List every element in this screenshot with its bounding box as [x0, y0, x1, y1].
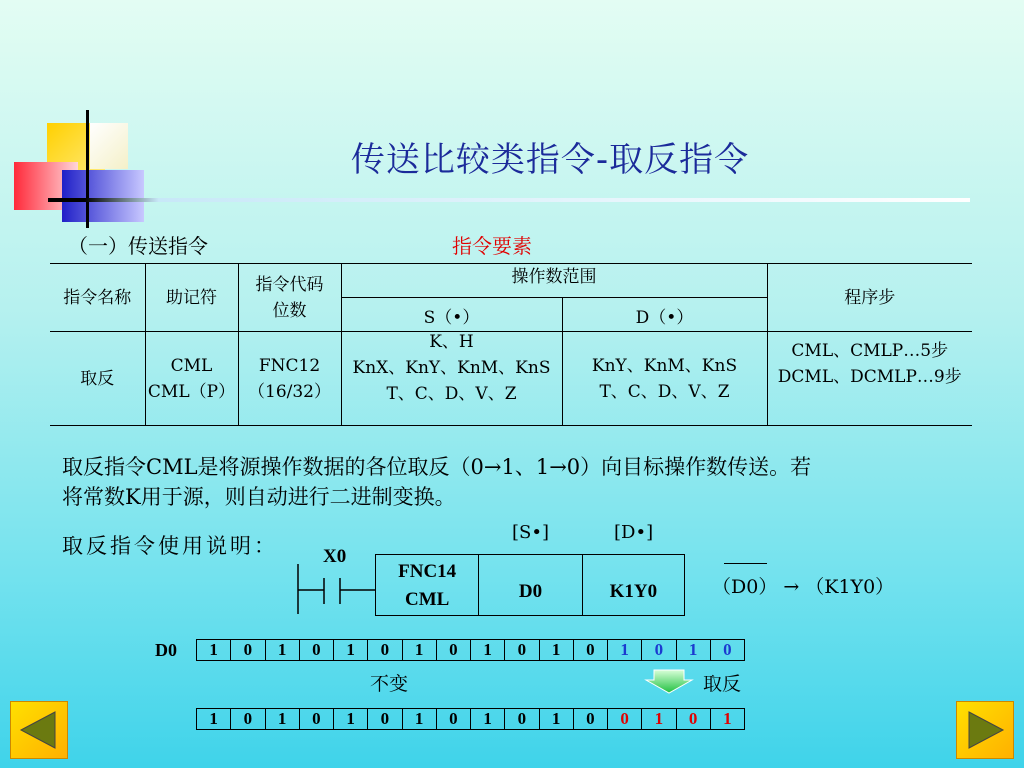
- bit-cell: 0: [230, 708, 265, 730]
- cell-d-line1: KnY、KnM、KnS: [591, 355, 738, 376]
- cell-s: [341, 332, 562, 426]
- elements-label: 指令要素: [452, 234, 532, 258]
- formula-destination: （K1Y0）: [805, 576, 895, 598]
- logo-blue-square: [62, 170, 144, 222]
- formula-overline: [724, 563, 767, 564]
- cell-mnemonic: [145, 332, 238, 426]
- header-code-line1: 指令代码: [255, 274, 324, 295]
- bit-cell: 0: [573, 639, 608, 661]
- destination-cell: K1Y0: [609, 581, 658, 602]
- cell-s-line1: K、H: [429, 332, 474, 352]
- bit-cell: 1: [196, 639, 231, 661]
- bit-cell: 1: [402, 639, 437, 661]
- unchanged-label: 不变: [370, 673, 409, 695]
- cell-steps-line1: CML、CMLP…5步: [791, 341, 949, 361]
- bits-result-row: [197, 708, 745, 730]
- header-s: S（•）: [341, 298, 562, 332]
- cell-mnemonic-line1: CML: [170, 355, 213, 376]
- section-label: （一）传送指令: [68, 234, 208, 258]
- usage-label: 取反指令使用说明：: [62, 534, 278, 558]
- cell-d: [562, 332, 767, 426]
- header-code: [238, 264, 341, 332]
- bit-cell: 0: [710, 639, 745, 661]
- header-code-line2: 位数: [272, 300, 307, 321]
- cell-s-line2: KnX、KnY、KnM、KnS: [352, 358, 551, 378]
- cell-d-line2: T、C、D、V、Z: [599, 381, 730, 402]
- bit-cell: 1: [402, 708, 437, 730]
- bit-cell: 0: [641, 639, 676, 661]
- description-line2: 将常数K用于源，则自动进行二进制变换。: [62, 485, 456, 509]
- bit-cell: 1: [196, 708, 231, 730]
- bit-cell: 1: [710, 708, 745, 730]
- logo-white-square: [90, 123, 128, 169]
- d0-label: D0: [155, 640, 177, 660]
- bit-cell: 1: [607, 639, 642, 661]
- instruction-spec-table: [50, 263, 972, 426]
- bit-cell: 1: [470, 639, 505, 661]
- page-title: 传送比较类指令-取反指令: [350, 140, 750, 180]
- formula: [712, 572, 894, 599]
- title-underline: [48, 198, 970, 202]
- formula-source: （D0）: [712, 576, 778, 598]
- bit-cell: 0: [299, 639, 334, 661]
- bit-cell: 0: [573, 708, 608, 730]
- function-cell: [376, 555, 479, 615]
- cell-mnemonic-line2: CML（P）: [147, 381, 236, 402]
- bit-cell: 0: [504, 708, 539, 730]
- triangle-left-icon: [11, 702, 67, 758]
- bit-cell: 0: [436, 708, 471, 730]
- bit-cell: 0: [299, 708, 334, 730]
- arrow-down-icon: [644, 668, 694, 694]
- source-cell: D0: [479, 555, 582, 615]
- bits-source-row: [197, 639, 745, 661]
- bit-cell: 0: [230, 639, 265, 661]
- inverted-label: 取反: [703, 673, 742, 695]
- bit-cell: 0: [504, 639, 539, 661]
- ladder-function-box: [375, 554, 685, 616]
- bit-cell: 1: [265, 708, 300, 730]
- header-steps: 程序步: [767, 264, 972, 332]
- s-operand-label: [S•]: [512, 522, 549, 543]
- header-operand-range: 操作数范围: [341, 264, 767, 298]
- bit-cell: 1: [333, 639, 368, 661]
- contact-label: X0: [323, 546, 347, 567]
- bit-cell: 1: [265, 639, 300, 661]
- bit-cell: 1: [470, 708, 505, 730]
- cell-name: 取反: [50, 332, 145, 426]
- header-d: D（•）: [562, 298, 767, 332]
- d-operand-label: [D•]: [614, 522, 654, 543]
- header-name: 指令名称: [50, 264, 145, 332]
- triangle-right-icon: [957, 702, 1013, 758]
- bit-cell: 0: [367, 708, 402, 730]
- bit-cell: 0: [607, 708, 642, 730]
- bit-cell: 1: [333, 708, 368, 730]
- bit-cell: 0: [436, 639, 471, 661]
- cell-code-line2: （16/32）: [248, 381, 331, 402]
- bit-cell: 0: [367, 639, 402, 661]
- bit-cell: 0: [676, 708, 711, 730]
- cell-s-line3: T、C、D、V、Z: [386, 384, 517, 404]
- bit-cell: 1: [539, 639, 574, 661]
- function-line2: CML: [405, 589, 450, 610]
- previous-slide-button[interactable]: [10, 701, 68, 759]
- cell-steps-line2: DCML、DCMLP…9步: [777, 367, 962, 387]
- next-slide-button[interactable]: [956, 701, 1014, 759]
- formula-arrow: →: [783, 576, 800, 598]
- bit-cell: 1: [676, 639, 711, 661]
- description-line1: 取反指令CML是将源操作数据的各位取反（0→1、1→0）向目标操作数传送。若: [62, 455, 812, 479]
- bit-cell: 1: [539, 708, 574, 730]
- logo-vertical-line: [86, 110, 89, 228]
- function-line1: FNC14: [398, 561, 457, 582]
- cell-steps: [767, 332, 972, 426]
- cell-code: [238, 332, 341, 426]
- description-paragraph: [62, 452, 974, 512]
- cell-code-line1: FNC12: [258, 355, 321, 376]
- bit-cell: 1: [641, 708, 676, 730]
- header-mnemonic: 助记符: [145, 264, 238, 332]
